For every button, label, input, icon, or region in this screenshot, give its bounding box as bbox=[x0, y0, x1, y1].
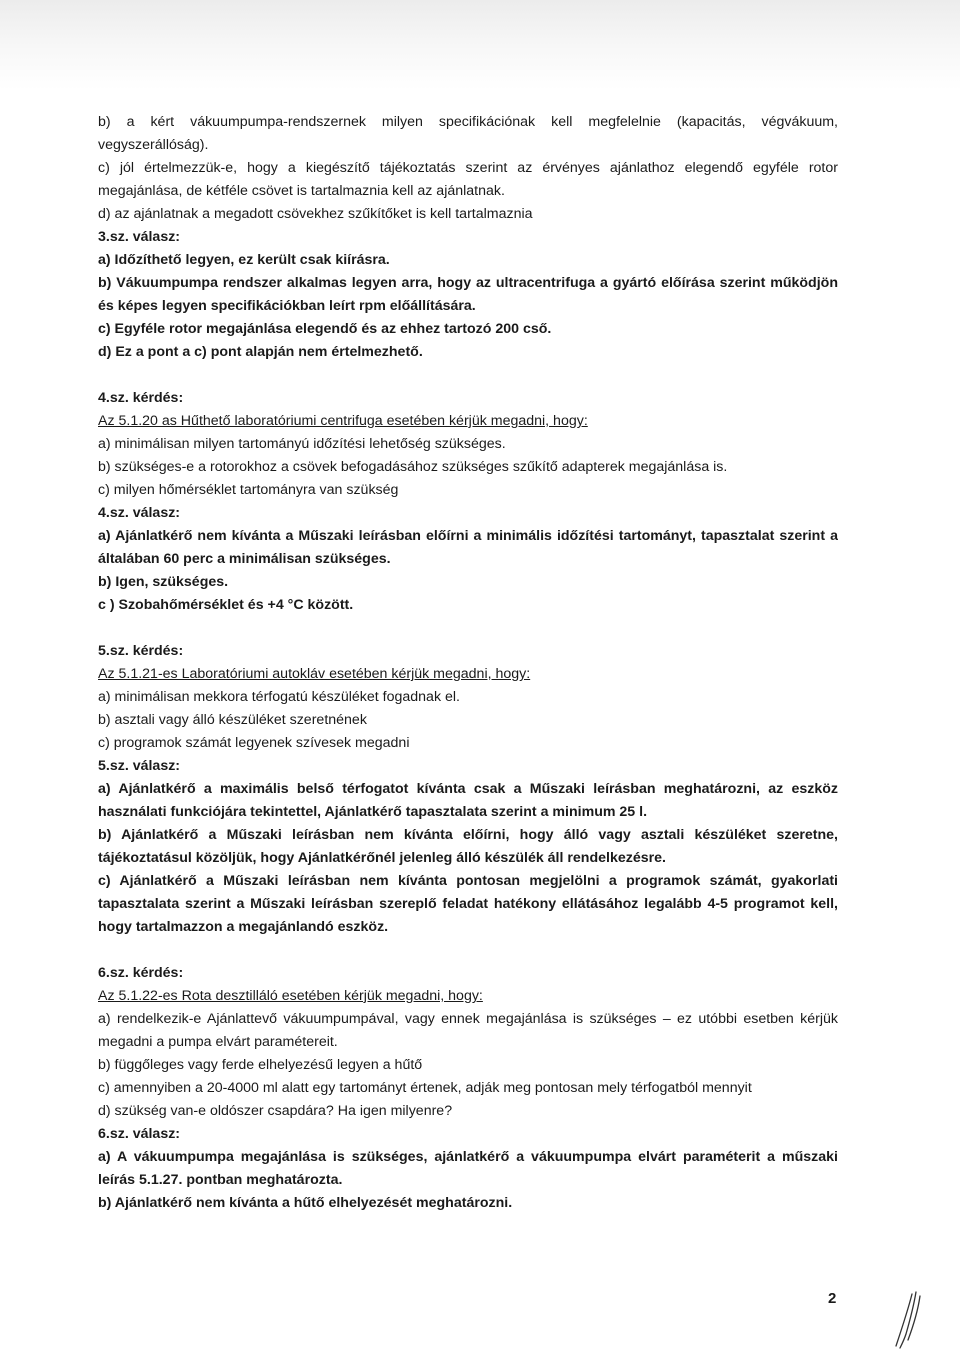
text-line: a) Időzíthető legyen, ez került csak kiírásra. bbox=[98, 252, 390, 268]
document-body bbox=[98, 111, 838, 1215]
text-line: 5.sz. kérdés: bbox=[98, 643, 184, 659]
text-line: Az 5.1.21-es Laboratóriumi autokláv esetében kérjük megadni, hogy: bbox=[98, 666, 531, 682]
text-line: a) Ajánlatkérő a maximális belső térfogatot kívánta csak a Műszaki leírásban meghatározni, az eszköz bbox=[98, 781, 838, 797]
text-line: b) asztali vagy álló készüléket szeretnének bbox=[98, 712, 367, 728]
text-line: leírás 5.1.27. pontban meghatározta. bbox=[98, 1172, 343, 1188]
text-line: 6.sz. válasz: bbox=[98, 1126, 181, 1142]
text-line: d) az ajánlatnak a megadott csövekhez szűkítőket is kell tartalmaznia bbox=[98, 206, 533, 222]
text-line: b) a kért vákuumpumpa-rendszernek milyen specifikációnak kell megfelelnie (kapacitás, végvákuum, bbox=[98, 114, 838, 130]
blank-line bbox=[98, 364, 838, 387]
text-line: hogy tartalmazzon a megajánlandó eszköz. bbox=[98, 919, 389, 935]
text-line: c) jól értelmezzük-e, hogy a kiegészítő tájékoztatás szerint az érvényes ajánlathoz elegendő egyféle rotor bbox=[98, 160, 838, 176]
text-line: a) minimálisan milyen tartományú időzítési lehetőség szükséges. bbox=[98, 436, 506, 452]
text-line: c) programok számát legyenek szívesek megadni bbox=[98, 735, 410, 751]
text-line: Az 5.1.22-es Rota desztilláló esetében kérjük megadni, hogy: bbox=[98, 988, 483, 1004]
text-line: általában 60 perc a minimálisan szükséges. bbox=[98, 551, 391, 567]
text-line: 5.sz. válasz: bbox=[98, 758, 181, 774]
text-line: a) minimálisan mekkora térfogatú készüléket fogadnak el. bbox=[98, 689, 460, 705]
text-line: a) A vákuumpumpa megajánlása is szükséges, ajánlatkérő a vákuumpumpa elvárt paraméterit a műszaki bbox=[98, 1149, 838, 1165]
text-line: megajánlása, de kétféle csövet is tartalmaznia kell az ajánlatnak. bbox=[98, 183, 505, 199]
text-line: a) Ajánlatkérő nem kívánta a Műszaki leírásban előírni a minimális időzítési tartományt, tapasztalat szerint a bbox=[98, 528, 838, 544]
text-line: b) Vákuumpumpa rendszer alkalmas legyen arra, hogy az ultracentrifuga a gyártó előírása szerint működjön bbox=[98, 275, 838, 291]
text-line: 6.sz. kérdés: bbox=[98, 965, 184, 981]
text-line: b) Igen, szükséges. bbox=[98, 574, 229, 590]
text-line: tapasztalata szerint a Műszaki leírásban szereplő feladat hatékony ellátásához legalább 4-5 programot kell, bbox=[98, 896, 838, 912]
text-line: 4.sz. válasz: bbox=[98, 505, 181, 521]
blank-line bbox=[98, 617, 838, 640]
text-line: d) szükség van-e oldószer csapdára? Ha igen milyenre? bbox=[98, 1103, 453, 1119]
text-line: vegyszerállóság). bbox=[98, 137, 209, 153]
text-line: és képes legyen specifikációkban leírt rpm előállítására. bbox=[98, 298, 476, 314]
text-line: használati funkciójára tekintettel, Ajánlatkérő tapasztalata szerint a minimum 25 l. bbox=[98, 804, 648, 820]
text-line: c) Egyféle rotor megajánlása elegendő és az ehhez tartozó 200 cső. bbox=[98, 321, 552, 337]
text-line: tájékoztatásul közöljük, hogy Ajánlatkérőnél jelenleg álló készülék áll rendelkezésre. bbox=[98, 850, 666, 866]
text-line: b) szükséges-e a rotorokhoz a csövek befogadásához szükséges szűkítő adapterek megajánlása is. bbox=[98, 459, 728, 475]
text-line: a) rendelkezik-e Ajánlattevő vákuumpumpával, vagy ennek megajánlása is szükséges – ez utóbbi esetben kérjük bbox=[98, 1011, 838, 1027]
text-line: c) amennyiben a 20-4000 ml alatt egy tartományt értenek, adják meg pontosan mely térfogatból mennyit bbox=[98, 1080, 752, 1096]
text-line: megadni a pumpa elvárt paramétereit. bbox=[98, 1034, 338, 1050]
text-line: b) Ajánlatkérő a Műszaki leírásban nem kívánta előírni, hogy álló vagy asztali készüléket szeretne, bbox=[98, 827, 838, 843]
page-number: 2 bbox=[828, 1290, 837, 1307]
blank-line bbox=[98, 939, 838, 962]
text-line: c) Ajánlatkérő a Műszaki leírásban nem kívánta pontosan megjelölni a programok számát, gyakorlati bbox=[98, 873, 838, 889]
text-line: b) függőleges vagy ferde elhelyezésű legyen a hűtő bbox=[98, 1057, 423, 1073]
text-line: b) Ajánlatkérő nem kívánta a hűtő elhelyezését meghatározni. bbox=[98, 1195, 513, 1211]
text-line: d) Ez a pont a c) pont alapján nem értelmezhető. bbox=[98, 344, 423, 360]
initials-signature-mark bbox=[890, 1290, 930, 1350]
text-line: Az 5.1.20 as Hűthető laboratóriumi centrifuga esetében kérjük megadni, hogy: bbox=[98, 413, 588, 429]
text-line: 3.sz. válasz: bbox=[98, 229, 181, 245]
text-line: c ) Szobahőmérséklet és +4 °C között. bbox=[98, 597, 354, 613]
scan-top-shadow bbox=[0, 0, 960, 90]
text-line: c) milyen hőmérséklet tartományra van szükség bbox=[98, 482, 399, 498]
text-line: 4.sz. kérdés: bbox=[98, 390, 184, 406]
